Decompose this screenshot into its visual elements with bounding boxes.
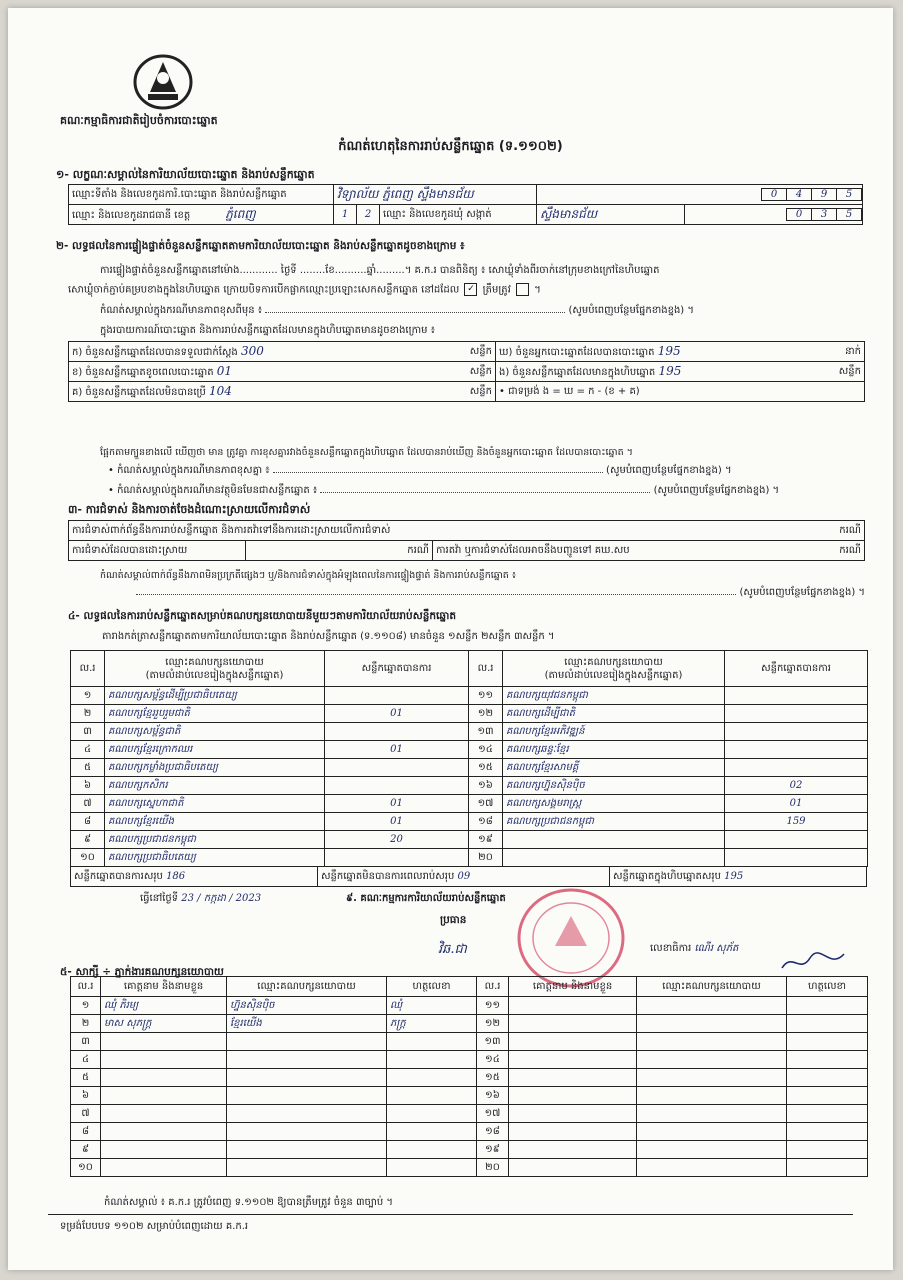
secretary-signature bbox=[778, 948, 848, 978]
invalid-total-value: 09 bbox=[457, 871, 471, 882]
table-row bbox=[71, 777, 868, 795]
witness-signature bbox=[787, 1159, 868, 1177]
witness-party bbox=[227, 1087, 387, 1105]
witness-name bbox=[509, 1123, 637, 1141]
witness-name bbox=[509, 1159, 637, 1177]
verification-line: ការផ្ទៀងផ្ទាត់ចំនួនសន្លឹកឆ្នោតនៅម៉ោង............ ថ្ងៃទី ........ខែ..........ឆ្នាំ.........។ គ.ក.រ បានពិនិត្យ ៖ សោឃ្លុំទាំងពីរចាក់នៅក្រុមខាងក្រៅនៃហិបឆ្នោត bbox=[100, 265, 660, 276]
party-no: ១០ bbox=[71, 849, 105, 867]
table-row bbox=[71, 1015, 868, 1033]
witness-signature bbox=[787, 1069, 868, 1087]
vote-count: 20 bbox=[325, 831, 469, 849]
form-reference: ទម្រង់បែបបទ ១១០២ សម្រាប់បំពេញដោយ គ.ក.រ bbox=[60, 1221, 249, 1232]
party-no: ៧ bbox=[71, 795, 105, 813]
witness-signature bbox=[787, 1141, 868, 1159]
party-no: ១៦ bbox=[469, 777, 503, 795]
witness-party bbox=[227, 1069, 387, 1087]
party-no: ៣ bbox=[71, 723, 105, 741]
province-label: ឈ្មោះ និងលេខកូដរាជធានី ខេត្ត bbox=[72, 209, 191, 221]
complaint-label: ការជំទាស់ពាក់ព័ន្ធនឹងការរាប់សន្លឹកឆ្នោត និងការតវ៉ាទៅនឹងការដោះស្រាយលើការជំទាស់ bbox=[72, 525, 391, 536]
tally-sheet-note: តារាងកត់ត្រាសន្លឹកឆ្នោតតាមការិយាល័យបោះឆ្នោត និងរាប់សន្លឹកឆ្នោត (ទ.១១០៨) មានចំនួន ១សន្លឹក ២សន្លឹក ៣សន្លឹក ។ bbox=[102, 631, 555, 642]
resolved-label: ការជំទាស់ដែលបានដោះស្រាយ bbox=[69, 541, 246, 561]
vote-count bbox=[725, 759, 868, 777]
party-no: ២០ bbox=[469, 849, 503, 867]
commune-code-digit: 3 bbox=[812, 209, 837, 221]
table-row bbox=[71, 759, 868, 777]
section-2-heading: ២- លទ្ធផលនៃការផ្ទៀងផ្ទាត់ចំនួនសន្លឹកឆ្នោតតាមការិយាល័យបោះឆ្នោត និងរាប់សន្លឹកឆ្នោតដូចខាងក្រោម ៖ bbox=[56, 240, 465, 252]
witness-name bbox=[509, 1141, 637, 1159]
box-total-value: 195 bbox=[724, 871, 744, 882]
witness-name bbox=[509, 1051, 637, 1069]
party-no: ២ bbox=[71, 705, 105, 723]
header-name: គោត្តនាម និងនាមខ្លួន bbox=[101, 977, 227, 997]
party-name: គណបក្សប្រជាធិបតេយ្យ bbox=[105, 849, 325, 867]
witness-signature bbox=[787, 1051, 868, 1069]
witness-name bbox=[101, 1123, 227, 1141]
witness-no: ១ bbox=[71, 997, 101, 1015]
vote-count: 01 bbox=[325, 741, 469, 759]
party-name bbox=[503, 849, 725, 867]
vote-count bbox=[325, 777, 469, 795]
party-name: គណបក្សហ្វ៊ុនស៊ិនប៉ិច bbox=[503, 777, 725, 795]
seal-check-line: សោឃ្លុំចាក់ភ្ជាប់គម្របខាងក្នុងនៃហិបឆ្នោត ក្រោយបិទការបើកផ្លាកឈ្មោះប្រឡោះសេកសន្លឹកឆ្នោត នៅដដែល bbox=[68, 284, 460, 296]
party-name: គណបក្សខ្មែរសាមគ្គី bbox=[503, 759, 725, 777]
secretary-name: ណើរ សុភ័ត bbox=[694, 943, 739, 954]
party-name: គណបក្សកសិករ bbox=[105, 777, 325, 795]
received-value: 300 bbox=[240, 343, 264, 358]
date-label: ធ្វើនៅថ្ងៃទី bbox=[140, 893, 179, 904]
header-party: ឈ្មោះគណបក្សនយោបាយ bbox=[227, 977, 387, 997]
witness-party bbox=[637, 1069, 787, 1087]
vote-count: 159 bbox=[725, 813, 868, 831]
witness-party bbox=[637, 1123, 787, 1141]
witness-signature bbox=[387, 1087, 477, 1105]
vote-count bbox=[725, 705, 868, 723]
witness-no: ១៩ bbox=[477, 1141, 509, 1159]
table-row bbox=[71, 1087, 868, 1105]
party-name bbox=[503, 831, 725, 849]
valid-total-value: 186 bbox=[166, 871, 186, 882]
party-no: ១ bbox=[71, 687, 105, 705]
party-name: គណបក្សយុវជនកម្ពុជា bbox=[503, 687, 725, 705]
party-name: គណបក្សស្នេហាជាតិ bbox=[105, 795, 325, 813]
form-title: កំណត់ហេតុនៃការរាប់សន្លឹកឆ្នោត (ទ.១១០២) bbox=[338, 139, 563, 154]
witness-party bbox=[227, 1033, 387, 1051]
table-row bbox=[71, 1051, 868, 1069]
witness-signature bbox=[787, 1087, 868, 1105]
party-name: គណបក្សសម្ព័ន្ធដើម្បីប្រជាធិបតេយ្យ bbox=[105, 687, 325, 705]
header-signature: ហត្ថលេខា bbox=[787, 977, 868, 997]
header-party-sub: (តាមលំដាប់លេខរៀងក្នុងសន្លឹកឆ្នោត) bbox=[145, 669, 284, 681]
witness-name bbox=[101, 1159, 227, 1177]
vote-count bbox=[725, 831, 868, 849]
witness-party bbox=[637, 1087, 787, 1105]
witness-name bbox=[509, 1033, 637, 1051]
header-signature: ហត្ថលេខា bbox=[387, 977, 477, 997]
formula: • ជាទម្រង់ ង = ឃ = ក - (ខ + គ) bbox=[496, 382, 865, 402]
form-sheet: គណៈកម្មាធិការជាតិរៀបចំការបោះឆ្នោត កំណត់ហេតុនៃការរាប់សន្លឹកឆ្នោត (ទ.១១០២) ១- លក្ខណៈសម្គាល់នៃការិយាល័យបោះឆ្នោត និងរាប់សន្លឹកឆ្នោត ឈ្មោះទីតាំង និងលេខកូដការិ.បោះឆ្នោត និងរាប់សន្លឹកឆ្នោត វិទ្យាល័យ ភ្នំពេញ ស្ទឹងមានជ័យ 0 4 9 5 ឈ្មោះ និងលេខកូដរាជធានី ខេត្ត ភ្នំពេញ 1 2 ឈ្មោះ និងលេខកូដឃុំ សង្កាត់ ស្ទឹងមានជ័យ 0 3 5 ២- លទ្ធផលនៃការផ្ទៀងផ្ទាត់ចំនួនសន្លឹកឆ្នោតតាមការិយាល័យបោះឆ្នោត និងរាប់សន្លឹកឆ្នោតដូចខាងក្រោម ៖ ការផ្ទៀងផ្ទាត់ចំនួនសន្លឹកឆ្នោតនៅម៉ោង............ ថ្ងៃទី ........ខែ..........ឆ្នាំ.........។ គ.ក.រ បានពិនិត្យ ៖ សោឃ្លុំទាំងពីរចាក់នៅក្រុមខាងក្រៅនៃហិបឆ្នោត សោឃ្លុំចាក់ភ្ជាប់គម្របខាងក្នុងនៃហិបឆ្នោត ក្រោយបិទការបើកផ្លាកឈ្មោះប្រឡោះសេកសន្លឹកឆ្នោត នៅដដែល ✓ ត្រឹមត្រូវ ។ កំណត់សម្គាល់ក្នុងករណីមានភាពខុសពីមុន ៖ (សូមបំពេញបន្ថែមផ្នែកខាងខ្នង) ។ ក្នុងរបាយការណ៍បោះឆ្នោត និងការរាប់សន្លឹកឆ្នោតដែលមានក្នុងហិបឆ្នោតមានដូចខាងក្រោម ៖ ក) ចំនួនសន្លឹកឆ្នោតដែលបានទទួលជាក់ស្តែង 300 សន្លឹក ឃ) ចំនួនអ្នកបោះឆ្នោតដែលបានបោះឆ្នោត 195 នាក់ ខ) ចំនួនសន្លឹកឆ្នោតខូចពេលបោះឆ្នោត 01 សន្លឹក ង) ចំនួនសន្លឹកឆ្នោតដែលមានក្នុងហិបឆ្នោត 195 សន្លឹក គ) ចំនួនសន្លឹកឆ្នោតដែលមិនបានប្រើ 104 សន្លឹក • ជាទម្រង់ ង = ឃ = ក - (ខ + គ) ផ្អែកតាមក្បួនខាងលើ ឃើញថា មាន ត្រូវគ្នា ការខុសគ្នារវាងចំនួនសន្លឹកឆ្នោតក្នុងហិបឆ្នោត ដែលបានរាប់ឃើញ និងចំនួនអ្នកបោះឆ្នោត ដែលបានបោះឆ្នោត ។ • កំណត់សម្គាល់ក្នុងករណីមានភាពខុសគ្នា ៖ (សូមបំពេញបន្ថែមផ្នែកខាងខ្នង) ។ • កំណត់សម្គាល់ក្នុងករណីមានវត្ថុមិនមែនជាសន្លឹកឆ្នោត ៖ (សូមបំពេញបន្ថែមផ្នែកខាងខ្នង) ។ ៣- ការជំទាស់ និងការចាត់ចែងដំណោះស្រាយលើការជំទាស់ ការជំទាស់ពាក់ព័ន្ធនឹងការរាប់សន្លឹកឆ្នោត និងការតវ៉ាទៅនឹងការដោះស្រាយលើការជំទាស់ ករណី ការជំទាស់ដែលបានដោះស្រាយ ករណី ការតវ៉ា ឬការជំទាស់ដែលអាចនឹងបញ្ជូនទៅ គឃ.សប ករណី កំណត់សម្គាល់ពាក់ព័ន្ធនឹងភាពមិនប្រក្រតីផ្សេងៗ ឬ/និងការជំទាស់ក្នុងអំឡុងពេលនៃការផ្ទៀងផ្ទាត់ និងការរាប់សន្លឹកឆ្នោត ៖ (សូមបំពេញបន្ថែមផ្នែកខាងខ្នង) ។ ៤- លទ្ធផលនៃការរាប់សន្លឹកឆ្នោតសម្រាប់គណបក្សនយោបាយនីមួយៗតាមការិយាល័យរាប់សន្លឹកឆ្នោត តារាងកត់ត្រាសន្លឹកឆ្នោតតាមការិយាល័យបោះឆ្នោត និងរាប់សន្លឹកឆ្នោត (ទ.១១០៨) មានចំនួន ១សន្លឹក ២សន្លឹក ៣សន្លឹក ។ ល.រ ឈ្មោះគណបក្សនយោបាយ (តាមលំដាប់លេខរៀងក្នុងសន្លឹកឆ្នោត) សន្លឹកឆ្នោតបានការ ល.រ ឈ្មោះគណបក្សនយោបាយ (តាមលំដាប់លេខរៀងក្នុងសន្លឹកឆ្នោត) សន្លឹកឆ្នោតបានការ ១ គណបក្សសម្ព័ន្ធដើម្បីប្រជាធិបតេយ្យ ១១ គណបក្សយុវជនកម្ពុជា ២ គណបក្សខ្មែររួបរួមជាតិ 01 ១២ គណបក្សដើម្បីជាតិ ៣ គណបក្សសម្ព័ន្ធជាតិ ១៣ គណបក្សខ្មែរអភិវឌ្ឍន៍ ៤ គណបក្សខ្មែរក្រោកឈរ 01 ១៤ គណបក្សឆន្ទៈខ្មែរ ៥ គណបក្សកម្លាំងប្រជាធិបតេយ្យ ១៥ គណបក្សខ្មែរសាមគ្គី ៦ គណបក្សកសិករ ១៦ គណបក្សហ្វ៊ុនស៊ិនប៉ិច 02 ៧ គណបក្សស្នេហាជាតិ 01 ១៧ គណបក្សសង្គមរាស្ត្រ 01 ៨ គណបក្សខ្មែរយើង 01 ១៨ គណបក្សប្រជាជនកម្ពុជា 159 ៩ គណបក្សប្រជាជនកម្ពុជា 20 ១៩ ១០ គណបក្សប្រជាធិបតេយ្យ ២០ សន្លឹកឆ្នោតបានការសរុប 186 សន្លឹកឆ្នោតមិនបានការពេលរាប់សរុប 09 សន្លឹកឆ្នោតក្នុងហិបឆ្នោតសរុប 195 ធ្វើនៅថ្ងៃទី 23 / កក្កដា / 2023 ៩. គណៈកម្មការការិយាល័យរាប់សន្លឹកឆ្នោត ប្រធាន វិឆ.ជា លេខាធិការ ណើរ សុភ័ត ៥- សាក្សី ÷ ភ្នាក់ងារគណបក្សនយោបាយ ល.រ គោត្តនាម និងនាមខ្លួន ឈ្មោះគណបក្សនយោបាយ ហត្ថលេខា ល.រ គោត្តនាម និងនាមខ្លួន ឈ្មោះគណបក្សនយោបាយ ហត្ថលេខា ១ ឈុំ ភិរម្យ ហ្វ៊ុនស៊ិនប៉ិច ឈុំ ១១ ២ មាស សុភក្ត្រ ខ្មែរយើង ភក្ត្រ ១២ ៣ ១៣ ៤ ១៤ ៥ ១៥ ៦ ១៦ ៧ ១៧ ៨ ១៨ ៩ ១៩ ១០ ២០ កំណត់សម្គាល់ ៖ គ.ក.រ ត្រូវបំពេញ ទ.១១០២ ឱ្យបានត្រឹមត្រូវ ចំនួន ៣ច្បាប់ ។ ទម្រង់បែបបទ ១១០២ សម្រាប់បំពេញដោយ គ.ក.រ bbox=[8, 8, 893, 1270]
party-no: ១២ bbox=[469, 705, 503, 723]
witness-name bbox=[509, 1069, 637, 1087]
witness-name bbox=[101, 1033, 227, 1051]
witness-signature bbox=[387, 1033, 477, 1051]
party-no: ១៩ bbox=[469, 831, 503, 849]
section-4-heading: ៤- លទ្ធផលនៃការរាប់សន្លឹកឆ្នោតសម្រាប់គណបក្សនយោបាយនីមួយៗតាមការិយាល័យរាប់សន្លឹកឆ្នោត bbox=[68, 610, 457, 622]
table-row bbox=[71, 849, 868, 867]
table-row bbox=[71, 795, 868, 813]
witness-name bbox=[101, 1069, 227, 1087]
vote-count bbox=[725, 723, 868, 741]
chair-signature: វិឆ.ជា bbox=[438, 942, 467, 957]
witness-name bbox=[101, 1105, 227, 1123]
vote-count bbox=[325, 723, 469, 741]
unused-value: 104 bbox=[209, 383, 232, 398]
witness-signature bbox=[387, 1051, 477, 1069]
station-label: ឈ្មោះទីតាំង និងលេខកូដការិ.បោះឆ្នោត និងរាប់សន្លឹកឆ្នោត bbox=[69, 185, 334, 205]
witness-signature bbox=[387, 1141, 477, 1159]
witness-name bbox=[509, 1087, 637, 1105]
voters-label: ឃ) ចំនួនអ្នកបោះឆ្នោតដែលបានបោះឆ្នោត bbox=[499, 346, 655, 358]
received-label: ក) ចំនួនសន្លឹកឆ្នោតដែលបានទទួលជាក់ស្តែង bbox=[72, 346, 238, 358]
party-name: គណបក្សកម្លាំងប្រជាធិបតេយ្យ bbox=[105, 759, 325, 777]
party-name: គណបក្សខ្មែរអភិវឌ្ឍន៍ bbox=[503, 723, 725, 741]
station-code-digit: 9 bbox=[812, 189, 837, 201]
witness-no: ១៣ bbox=[477, 1033, 509, 1051]
party-no: ៨ bbox=[71, 813, 105, 831]
irregularity-note: កំណត់សម្គាល់ពាក់ព័ន្ធនឹងភាពមិនប្រក្រតីផ្សេងៗ ឬ/និងការជំទាស់ក្នុងអំឡុងពេលនៃការផ្ទៀងផ្ទាត់ និងការរាប់សន្លឹកឆ្នោត ៖ bbox=[100, 570, 517, 581]
party-no: ១៣ bbox=[469, 723, 503, 741]
party-no: ១១ bbox=[469, 687, 503, 705]
witness-signature: ឈុំ bbox=[387, 997, 477, 1015]
witness-no: ១៤ bbox=[477, 1051, 509, 1069]
party-name: គណបក្សឆន្ទៈខ្មែរ bbox=[503, 741, 725, 759]
table-row bbox=[71, 1033, 868, 1051]
case-label: ករណី bbox=[246, 541, 433, 561]
witness-party bbox=[637, 1051, 787, 1069]
unit-label: សន្លឹក bbox=[838, 365, 861, 377]
fill-back-note: (សូមបំពេញបន្ថែមផ្នែកខាងខ្នង) ។ bbox=[653, 485, 780, 496]
witness-name bbox=[101, 1051, 227, 1069]
party-name: គណបក្សសង្គមរាស្ត្រ bbox=[503, 795, 725, 813]
vote-count bbox=[325, 687, 469, 705]
witness-party bbox=[227, 1141, 387, 1159]
chair-label: ប្រធាន bbox=[440, 914, 467, 926]
table-row bbox=[71, 687, 868, 705]
object-note: • កំណត់សម្គាល់ក្នុងករណីមានវត្ថុមិនមែនជាសន្លឹកឆ្នោត ៖ bbox=[108, 485, 318, 496]
witness-table bbox=[70, 976, 868, 1177]
party-no: ១៤ bbox=[469, 741, 503, 759]
table-row bbox=[71, 741, 868, 759]
commune-value: ស្ទឹងមានជ័យ bbox=[537, 205, 685, 225]
vote-count: 01 bbox=[325, 705, 469, 723]
table-row bbox=[71, 1069, 868, 1087]
station-code-digit: 4 bbox=[787, 189, 812, 201]
witness-party bbox=[637, 1141, 787, 1159]
secretary-label: លេខាធិការ bbox=[650, 943, 692, 954]
in-box-label: ង) ចំនួនសន្លឹកឆ្នោតដែលមានក្នុងហិបឆ្នោត bbox=[499, 366, 656, 378]
vote-count: 01 bbox=[325, 813, 469, 831]
header-no: ល.រ bbox=[469, 651, 503, 687]
commune-code-digit: 0 bbox=[787, 209, 812, 221]
invalid-total-label: សន្លឹកឆ្នោតមិនបានការពេលរាប់សរុប bbox=[321, 871, 455, 882]
spoiled-label: ខ) ចំនួនសន្លឹកឆ្នោតខូចពេលបោះឆ្នោត bbox=[72, 366, 214, 378]
header-no: ល.រ bbox=[71, 651, 105, 687]
in-box-value: 195 bbox=[658, 363, 682, 378]
party-no: ១៨ bbox=[469, 813, 503, 831]
unit-label: សន្លឹក bbox=[469, 385, 492, 397]
ok-label: ត្រឹមត្រូវ bbox=[482, 284, 511, 296]
header-name: គោត្តនាម និងនាមខ្លួន bbox=[509, 977, 637, 997]
party-name: គណបក្សប្រជាជនកម្ពុជា bbox=[105, 831, 325, 849]
header-party-sub: (តាមលំដាប់លេខរៀងក្នុងសន្លឹកឆ្នោត) bbox=[544, 669, 683, 681]
witness-no: ៥ bbox=[71, 1069, 101, 1087]
party-name: គណបក្សខ្មែររួបរួមជាតិ bbox=[105, 705, 325, 723]
party-no: ៤ bbox=[71, 741, 105, 759]
witness-name bbox=[101, 1087, 227, 1105]
header-votes: សន្លឹកឆ្នោតបានការ bbox=[725, 651, 868, 687]
header-party: ឈ្មោះគណបក្សនយោបាយ bbox=[637, 977, 787, 997]
witness-party bbox=[227, 1051, 387, 1069]
table-row bbox=[71, 1159, 868, 1177]
witness-no: ១៧ bbox=[477, 1105, 509, 1123]
totals-table bbox=[70, 866, 867, 887]
table-row bbox=[71, 1105, 868, 1123]
table-row bbox=[71, 1141, 868, 1159]
forwarded-label: ការតវ៉ា ឬការជំទាស់ដែលអាចនឹងបញ្ជូនទៅ គឃ.សប bbox=[436, 545, 630, 556]
committee-label: ៩. គណៈកម្មការការិយាល័យរាប់សន្លឹកឆ្នោត bbox=[346, 893, 506, 904]
table-row bbox=[71, 705, 868, 723]
valid-total-label: សន្លឹកឆ្នោតបានការសរុប bbox=[74, 871, 163, 882]
discrepancy-note-label: កំណត់សម្គាល់ក្នុងករណីមានភាពខុសពីមុន ៖ bbox=[100, 305, 263, 316]
party-name: គណបក្សខ្មែរយើង bbox=[105, 813, 325, 831]
footer-note: កំណត់សម្គាល់ ៖ គ.ក.រ ត្រូវបំពេញ ទ.១១០២ ឱ្យបានត្រឹមត្រូវ ចំនួន ៣ច្បាប់ ។ bbox=[104, 1197, 393, 1208]
witness-signature: ភក្ត្រ bbox=[387, 1015, 477, 1033]
party-no: ៥ bbox=[71, 759, 105, 777]
vote-count: 01 bbox=[325, 795, 469, 813]
organization-name: គណៈកម្មាធិការជាតិរៀបចំការបោះឆ្នោត bbox=[60, 114, 218, 127]
province-code-digit: 1 bbox=[334, 205, 357, 225]
header-party: ឈ្មោះគណបក្សនយោបាយ bbox=[564, 656, 663, 668]
unit-label: សន្លឹក bbox=[469, 345, 492, 357]
party-no: ៩ bbox=[71, 831, 105, 849]
witness-party bbox=[637, 1015, 787, 1033]
witness-party: ហ្វ៊ុនស៊ិនប៉ិច bbox=[227, 997, 387, 1015]
province-value: ភ្នំពេញ bbox=[225, 206, 256, 221]
witness-no: ៧ bbox=[71, 1105, 101, 1123]
station-name-value: វិទ្យាល័យ ភ្នំពេញ ស្ទឹងមានជ័យ bbox=[334, 185, 537, 205]
section-3-heading: ៣- ការជំទាស់ និងការចាត់ចែងដំណោះស្រាយលើការជំទាស់ bbox=[68, 503, 311, 516]
witness-signature bbox=[787, 1105, 868, 1123]
witness-name: ឈុំ ភិរម្យ bbox=[101, 997, 227, 1015]
witness-signature bbox=[387, 1159, 477, 1177]
unit-label: សន្លឹក bbox=[469, 365, 492, 377]
witness-no: ១១ bbox=[477, 997, 509, 1015]
date-value: 23 / កក្កដា / 2023 bbox=[181, 893, 262, 904]
box-total-label: សន្លឹកឆ្នោតក្នុងហិបឆ្នោតសរុប bbox=[613, 871, 721, 882]
table-row bbox=[71, 997, 868, 1015]
fill-back-note: (សូមបំពេញបន្ថែមផ្នែកខាងខ្នង) ។ bbox=[606, 465, 732, 476]
witness-no: ៩ bbox=[71, 1141, 101, 1159]
section-1-heading: ១- លក្ខណៈសម្គាល់នៃការិយាល័យបោះឆ្នោត និងរាប់សន្លឹកឆ្នោត bbox=[56, 168, 315, 181]
party-name: គណបក្សសម្ព័ន្ធជាតិ bbox=[105, 723, 325, 741]
witness-name bbox=[509, 997, 637, 1015]
case-label: ករណី bbox=[839, 545, 861, 556]
results-table bbox=[70, 650, 868, 867]
header-party: ឈ្មោះគណបក្សនយោបាយ bbox=[165, 656, 264, 668]
section-5-heading: ៥- សាក្សី ÷ ភ្នាក់ងារគណបក្សនយោបាយ bbox=[60, 966, 224, 978]
voters-value: 195 bbox=[657, 343, 681, 358]
diff-note: • កំណត់សម្គាល់ក្នុងករណីមានភាពខុសគ្នា ៖ bbox=[108, 465, 270, 476]
witness-signature bbox=[787, 1033, 868, 1051]
witness-no: ២០ bbox=[477, 1159, 509, 1177]
party-no: ១៧ bbox=[469, 795, 503, 813]
witness-party bbox=[227, 1159, 387, 1177]
witness-no: ១៦ bbox=[477, 1087, 509, 1105]
vote-count bbox=[725, 687, 868, 705]
complaint-table bbox=[68, 520, 865, 561]
witness-signature bbox=[387, 1123, 477, 1141]
party-name: គណបក្សដើម្បីជាតិ bbox=[503, 705, 725, 723]
witness-signature bbox=[387, 1105, 477, 1123]
vote-count bbox=[325, 759, 469, 777]
witness-signature bbox=[387, 1069, 477, 1087]
vote-count: 02 bbox=[725, 777, 868, 795]
party-name: គណបក្សខ្មែរក្រោកឈរ bbox=[105, 741, 325, 759]
witness-party: ខ្មែរយើង bbox=[227, 1015, 387, 1033]
case-label: ករណី bbox=[839, 525, 861, 536]
witness-party bbox=[227, 1123, 387, 1141]
table-row bbox=[71, 1123, 868, 1141]
witness-no: ២ bbox=[71, 1015, 101, 1033]
header-votes: សន្លឹកឆ្នោតបានការ bbox=[325, 651, 469, 687]
changed-checkbox[interactable] bbox=[516, 283, 529, 296]
witness-no: ៨ bbox=[71, 1123, 101, 1141]
witness-party bbox=[637, 997, 787, 1015]
station-code-digit: 5 bbox=[837, 189, 862, 201]
vote-count bbox=[325, 849, 469, 867]
witness-no: ៦ bbox=[71, 1087, 101, 1105]
witness-name: មាស សុភក្ត្រ bbox=[101, 1015, 227, 1033]
ballot-count-table bbox=[68, 341, 865, 402]
header-no: ល.រ bbox=[71, 977, 101, 997]
province-code-digit: 2 bbox=[357, 205, 380, 225]
vote-count bbox=[725, 849, 868, 867]
vote-count: 01 bbox=[725, 795, 868, 813]
witness-no: ១៥ bbox=[477, 1069, 509, 1087]
party-name: គណបក្សប្រជាជនកម្ពុជា bbox=[503, 813, 725, 831]
consistency-line: ផ្អែកតាមក្បួនខាងលើ ឃើញថា មាន ត្រូវគ្នា ការខុសគ្នារវាងចំនួនសន្លឹកឆ្នោតក្នុងហិបឆ្នោត ដែលបានរាប់ឃើញ និងចំនួនអ្នកបោះឆ្នោត ដែលបានបោះឆ្នោត ។ bbox=[100, 447, 633, 458]
commune-label: ឈ្មោះ និងលេខកូដឃុំ សង្កាត់ bbox=[380, 205, 537, 225]
witness-signature bbox=[787, 1015, 868, 1033]
witness-signature bbox=[787, 997, 868, 1015]
unused-label: គ) ចំនួនសន្លឹកឆ្នោតដែលមិនបានប្រើ bbox=[72, 386, 206, 398]
witness-signature bbox=[787, 1123, 868, 1141]
table-row bbox=[71, 831, 868, 849]
party-no: ៦ bbox=[71, 777, 105, 795]
witness-name bbox=[101, 1141, 227, 1159]
witness-no: ១០ bbox=[71, 1159, 101, 1177]
witness-party bbox=[637, 1105, 787, 1123]
vote-count bbox=[725, 741, 868, 759]
unit-label: នាក់ bbox=[845, 345, 861, 357]
witness-no: ១២ bbox=[477, 1015, 509, 1033]
witness-party bbox=[637, 1033, 787, 1051]
witness-name bbox=[509, 1105, 637, 1123]
witness-no: ៤ bbox=[71, 1051, 101, 1069]
witness-no: ៣ bbox=[71, 1033, 101, 1051]
witness-party bbox=[227, 1105, 387, 1123]
station-code-digit: 0 bbox=[762, 189, 787, 201]
ok-checkbox[interactable]: ✓ bbox=[464, 283, 477, 296]
table-row bbox=[71, 723, 868, 741]
witness-name bbox=[509, 1015, 637, 1033]
fill-back-note: (សូមបំពេញបន្ថែមផ្នែកខាងខ្នង) ។ bbox=[568, 305, 694, 316]
emblem-icon bbox=[130, 48, 196, 112]
table-row bbox=[71, 813, 868, 831]
witness-no: ១៨ bbox=[477, 1123, 509, 1141]
header-no: ល.រ bbox=[477, 977, 509, 997]
witness-party bbox=[637, 1159, 787, 1177]
party-no: ១៥ bbox=[469, 759, 503, 777]
fill-back-note: (សូមបំពេញបន្ថែមផ្នែកខាងខ្នង) ។ bbox=[739, 587, 865, 598]
station-info-table bbox=[68, 184, 863, 225]
spoiled-value: 01 bbox=[216, 363, 233, 378]
commune-code-digit: 5 bbox=[837, 209, 862, 221]
count-intro: ក្នុងរបាយការណ៍បោះឆ្នោត និងការរាប់សន្លឹកឆ្នោតដែលមានក្នុងហិបឆ្នោតមានដូចខាងក្រោម ៖ bbox=[100, 325, 436, 336]
